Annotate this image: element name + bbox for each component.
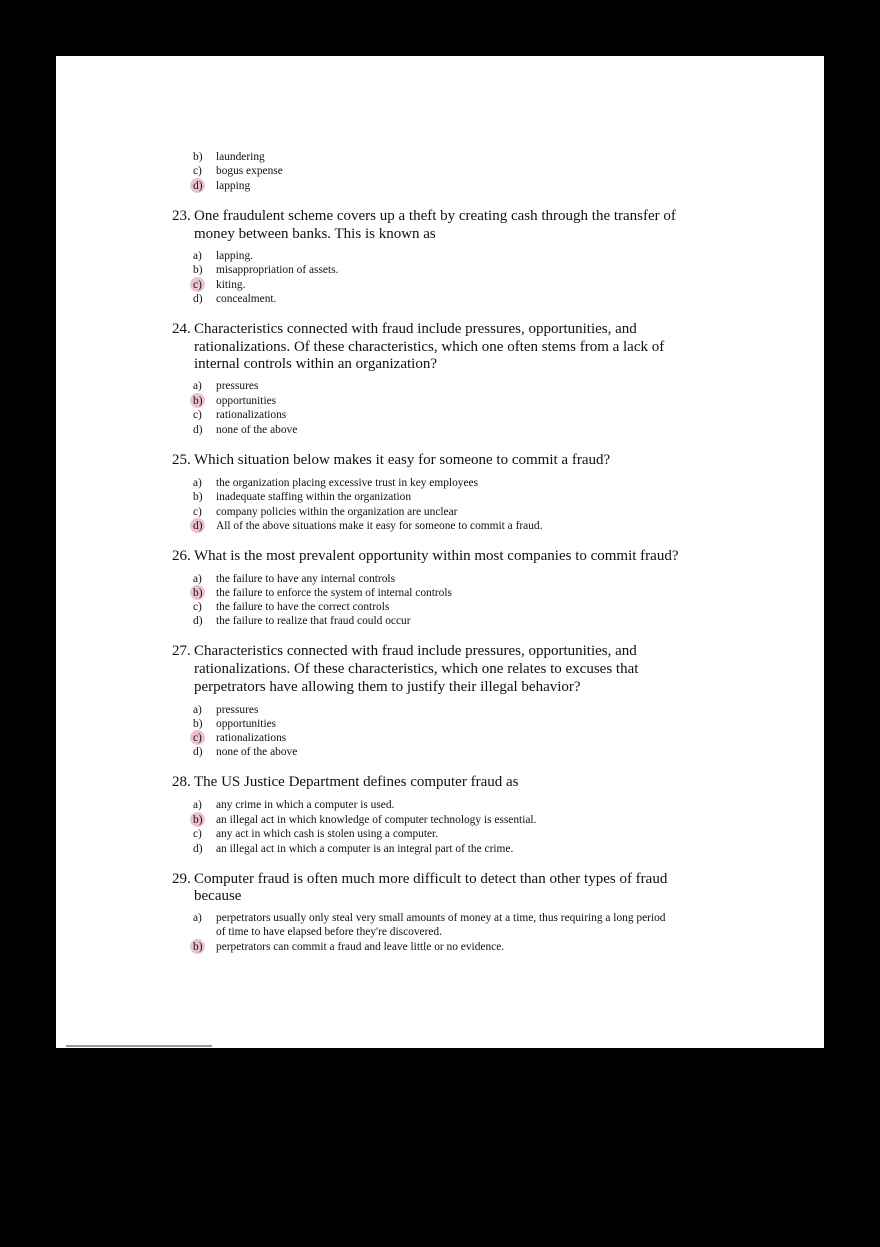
question-text: internal controls within an organization? (194, 356, 437, 372)
option-text: lapping. (216, 250, 254, 262)
question-text: Computer fraud is often much more difficult to detect than other types of fraud (194, 871, 668, 887)
question-number: 28. (172, 774, 191, 790)
option-letter: a) (193, 573, 202, 585)
option-letter: a) (193, 380, 202, 392)
option-letter: b) (193, 264, 203, 276)
option-letter: b) (193, 587, 203, 599)
question-number: 29. (172, 871, 191, 887)
option-text: rationalizations (216, 732, 287, 744)
option-text: the failure to realize that fraud could occur (216, 615, 411, 627)
option-text: an illegal act in which knowledge of computer technology is essential. (216, 814, 537, 826)
option-letter: d) (193, 424, 203, 436)
option-letter-wrap (193, 586, 203, 600)
option-letter: c) (193, 601, 202, 613)
option-letter: c) (193, 828, 202, 840)
option-letter: c) (193, 279, 202, 291)
question-text: money between banks. This is known as (194, 226, 436, 242)
option-letter-wrap (193, 940, 203, 954)
option-text: any act in which cash is stolen using a computer. (216, 828, 439, 840)
option-letter: b) (193, 151, 203, 163)
option-text: rationalizations (216, 409, 287, 421)
question-text: perpetrators have allowing them to justify their illegal behavior? (194, 679, 581, 695)
option-text: an illegal act in which a computer is an integral part of the crime. (216, 843, 514, 855)
option-text: company policies within the organization are unclear (216, 506, 458, 518)
question-text: Characteristics connected with fraud include pressures, opportunities, and (194, 643, 637, 659)
option-text: opportunities (216, 395, 277, 407)
option-text: the failure to have the correct controls (216, 601, 390, 613)
option-letter: c) (193, 165, 202, 177)
option-letter: a) (193, 250, 202, 262)
option-text: any crime in which a computer is used. (216, 799, 395, 811)
option-letter: b) (193, 814, 203, 826)
option-text: kiting. (216, 279, 246, 291)
option-letter: a) (193, 912, 202, 924)
question-text: rationalizations. Of these characteristics, which one often stems from a lack of (194, 339, 665, 355)
question-text: Characteristics connected with fraud include pressures, opportunities, and (194, 321, 637, 337)
option-text: opportunities (216, 718, 277, 730)
option-letter: c) (193, 409, 202, 421)
option-text: the failure to have any internal controls (216, 573, 396, 585)
question-text: Which situation below makes it easy for someone to commit a fraud? (194, 452, 611, 468)
option-letter-wrap (193, 394, 203, 408)
option-letter-wrap (193, 813, 203, 827)
option-letter-wrap (193, 179, 203, 193)
option-text: pressures (216, 380, 259, 392)
footnote-separator (66, 1045, 212, 1047)
option-letter: d) (193, 293, 203, 305)
option-text: perpetrators can commit a fraud and leave little or no evidence. (216, 941, 505, 953)
option-letter: c) (193, 732, 202, 744)
option-letter: b) (193, 395, 203, 407)
question-number: 25. (172, 452, 191, 468)
option-text: of time to have elapsed before they're discovered. (216, 926, 442, 938)
option-letter: d) (193, 746, 203, 758)
option-text: inadequate staffing within the organization (216, 491, 412, 503)
option-letter-wrap (193, 731, 202, 745)
option-letter: d) (193, 180, 203, 192)
option-letter: a) (193, 799, 202, 811)
question-text: because (194, 888, 242, 904)
option-text: lapping (216, 180, 251, 192)
option-letter: b) (193, 491, 203, 503)
question-text: What is the most prevalent opportunity within most companies to commit fraud? (194, 548, 679, 564)
question-number: 23. (172, 208, 191, 224)
option-text: All of the above situations make it easy for someone to commit a fraud. (216, 520, 543, 532)
question-number: 26. (172, 548, 191, 564)
option-letter: b) (193, 718, 203, 730)
question-text: rationalizations. Of these characteristics, which one relates to excuses that (194, 661, 639, 677)
option-text: concealment. (216, 293, 277, 305)
question-text: One fraudulent scheme covers up a theft by creating cash through the transfer of (194, 208, 676, 224)
option-letter: c) (193, 506, 202, 518)
option-letter: a) (193, 704, 202, 716)
question-number: 27. (172, 643, 191, 659)
option-letter: a) (193, 477, 202, 489)
option-letter: d) (193, 615, 203, 627)
option-text: laundering (216, 151, 265, 163)
option-text: the organization placing excessive trust in key employees (216, 477, 479, 489)
option-text: bogus expense (216, 165, 283, 177)
option-text: pressures (216, 704, 259, 716)
option-text: none of the above (216, 746, 298, 758)
option-letter-wrap (193, 278, 202, 292)
option-letter-wrap (193, 519, 203, 533)
document-page (56, 56, 824, 1048)
option-text: perpetrators usually only steal very small amounts of money at a time, thus requiring a long period (216, 912, 666, 924)
option-text: none of the above (216, 424, 298, 436)
option-letter: d) (193, 520, 203, 532)
option-letter: b) (193, 941, 203, 953)
option-letter: d) (193, 843, 203, 855)
question-number: 24. (172, 321, 191, 337)
option-text: the failure to enforce the system of internal controls (216, 587, 452, 599)
question-text: The US Justice Department defines computer fraud as (194, 774, 519, 790)
option-text: misappropriation of assets. (216, 264, 339, 276)
